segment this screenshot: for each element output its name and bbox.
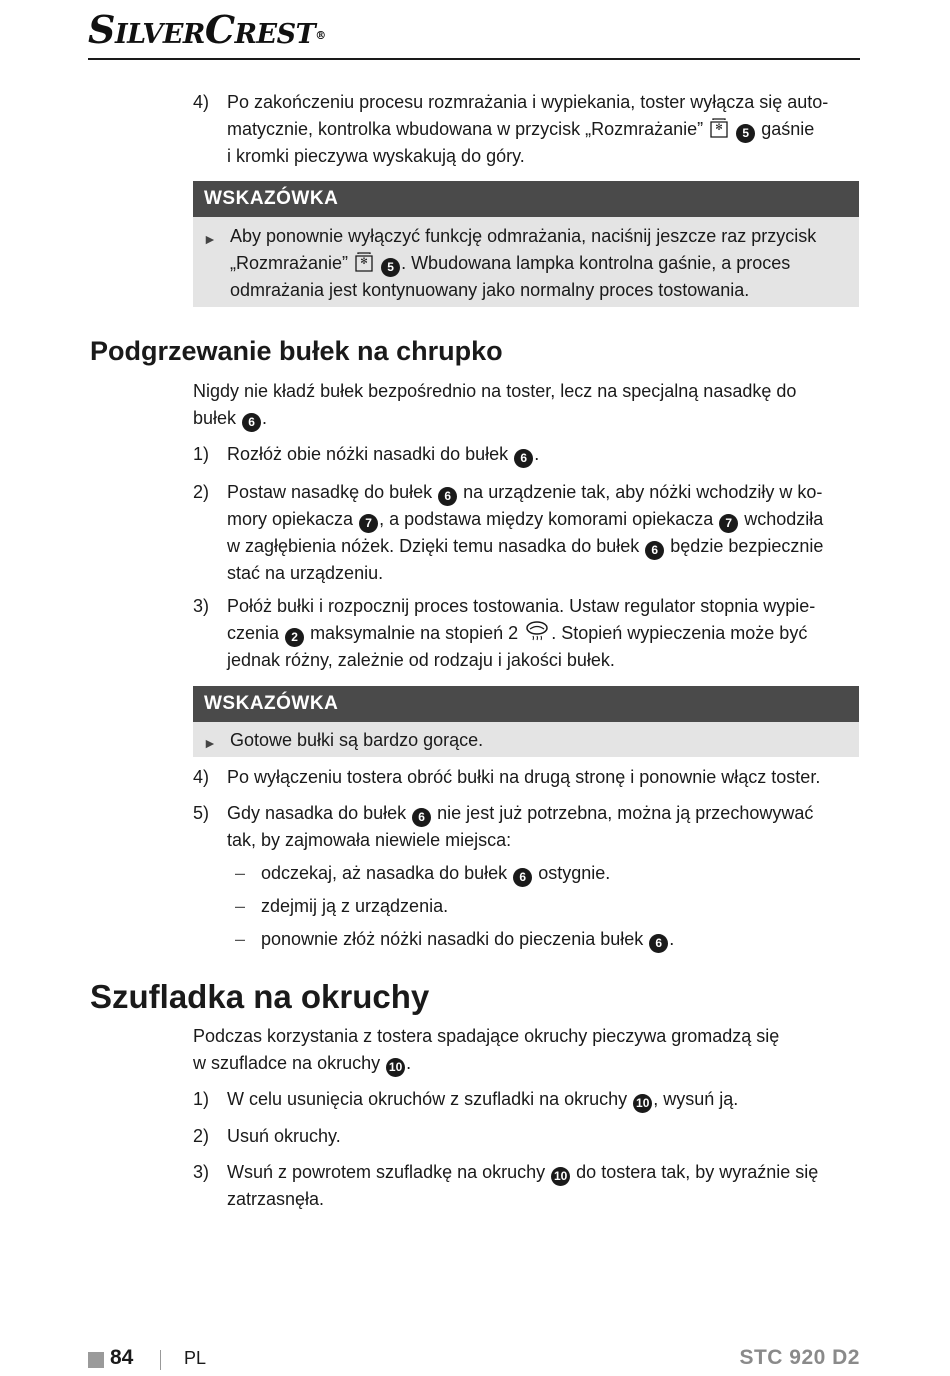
page-header [88, 6, 860, 60]
note-box: ► Gotowe bułki są bardzo gorące. [193, 722, 859, 757]
arrow-bullet-icon: ► [203, 735, 217, 751]
silvercrest-logo: SILVERCREST® [88, 7, 326, 52]
part-number-badge: 5 [381, 258, 400, 277]
part-number-badge: 6 [645, 541, 664, 560]
section-title: Szufladka na okruchy [90, 978, 430, 1015]
note-box: ► Aby ponownie wyłączyć funkcję odmrażania, naciśnij jeszcze raz przycisk „Rozmrażanie” ✻ 5 . Wbudowana lampka kontrolna gaśnie, a proces odmrażania jest kontynuowany jako normalny proces tostowania. [193, 217, 859, 307]
part-number-badge: 6 [649, 934, 668, 953]
language-code: PL [184, 1348, 207, 1368]
part-number-badge: 5 [736, 124, 755, 143]
part-number-badge: 7 [719, 514, 738, 533]
defrost-icon [710, 118, 728, 138]
svg-text:✻: ✻ [360, 255, 368, 266]
defrost-icon [355, 252, 373, 272]
part-number-badge: 6 [438, 487, 457, 506]
footer-divider [160, 1350, 161, 1370]
page-number: 84 [110, 1346, 134, 1369]
section-intro: Podczas korzystania z tostera spadające okruchy pieczywa gromadzą się w szufladce na okruchy 10 . [193, 1023, 859, 1077]
part-number-badge: 10 [551, 1167, 570, 1186]
part-number-badge: 6 [513, 868, 532, 887]
part-number-badge: 10 [386, 1058, 405, 1077]
part-number-badge: 6 [242, 413, 261, 432]
part-number-badge: 7 [359, 514, 378, 533]
part-number-badge: 10 [633, 1094, 652, 1113]
section-intro: Nigdy nie kładź bułek bezpośrednio na toster, lecz na specjalną nasadkę do bułek 6 . [193, 378, 859, 432]
part-number-badge: 2 [285, 628, 304, 647]
model-number: STC 920 D2 [739, 1346, 860, 1369]
note-heading: WSKAZÓWKA [193, 686, 859, 722]
bun-warming-icon [525, 620, 549, 640]
note-heading: WSKAZÓWKA [193, 181, 859, 217]
section-title: Podgrzewanie bułek na chrupko [90, 336, 503, 366]
svg-text:✻: ✻ [715, 121, 723, 132]
page-footer [88, 1346, 860, 1376]
arrow-bullet-icon: ► [203, 231, 217, 247]
page-marker-square [88, 1352, 104, 1368]
part-number-badge: 6 [514, 449, 533, 468]
part-number-badge: 6 [412, 808, 431, 827]
